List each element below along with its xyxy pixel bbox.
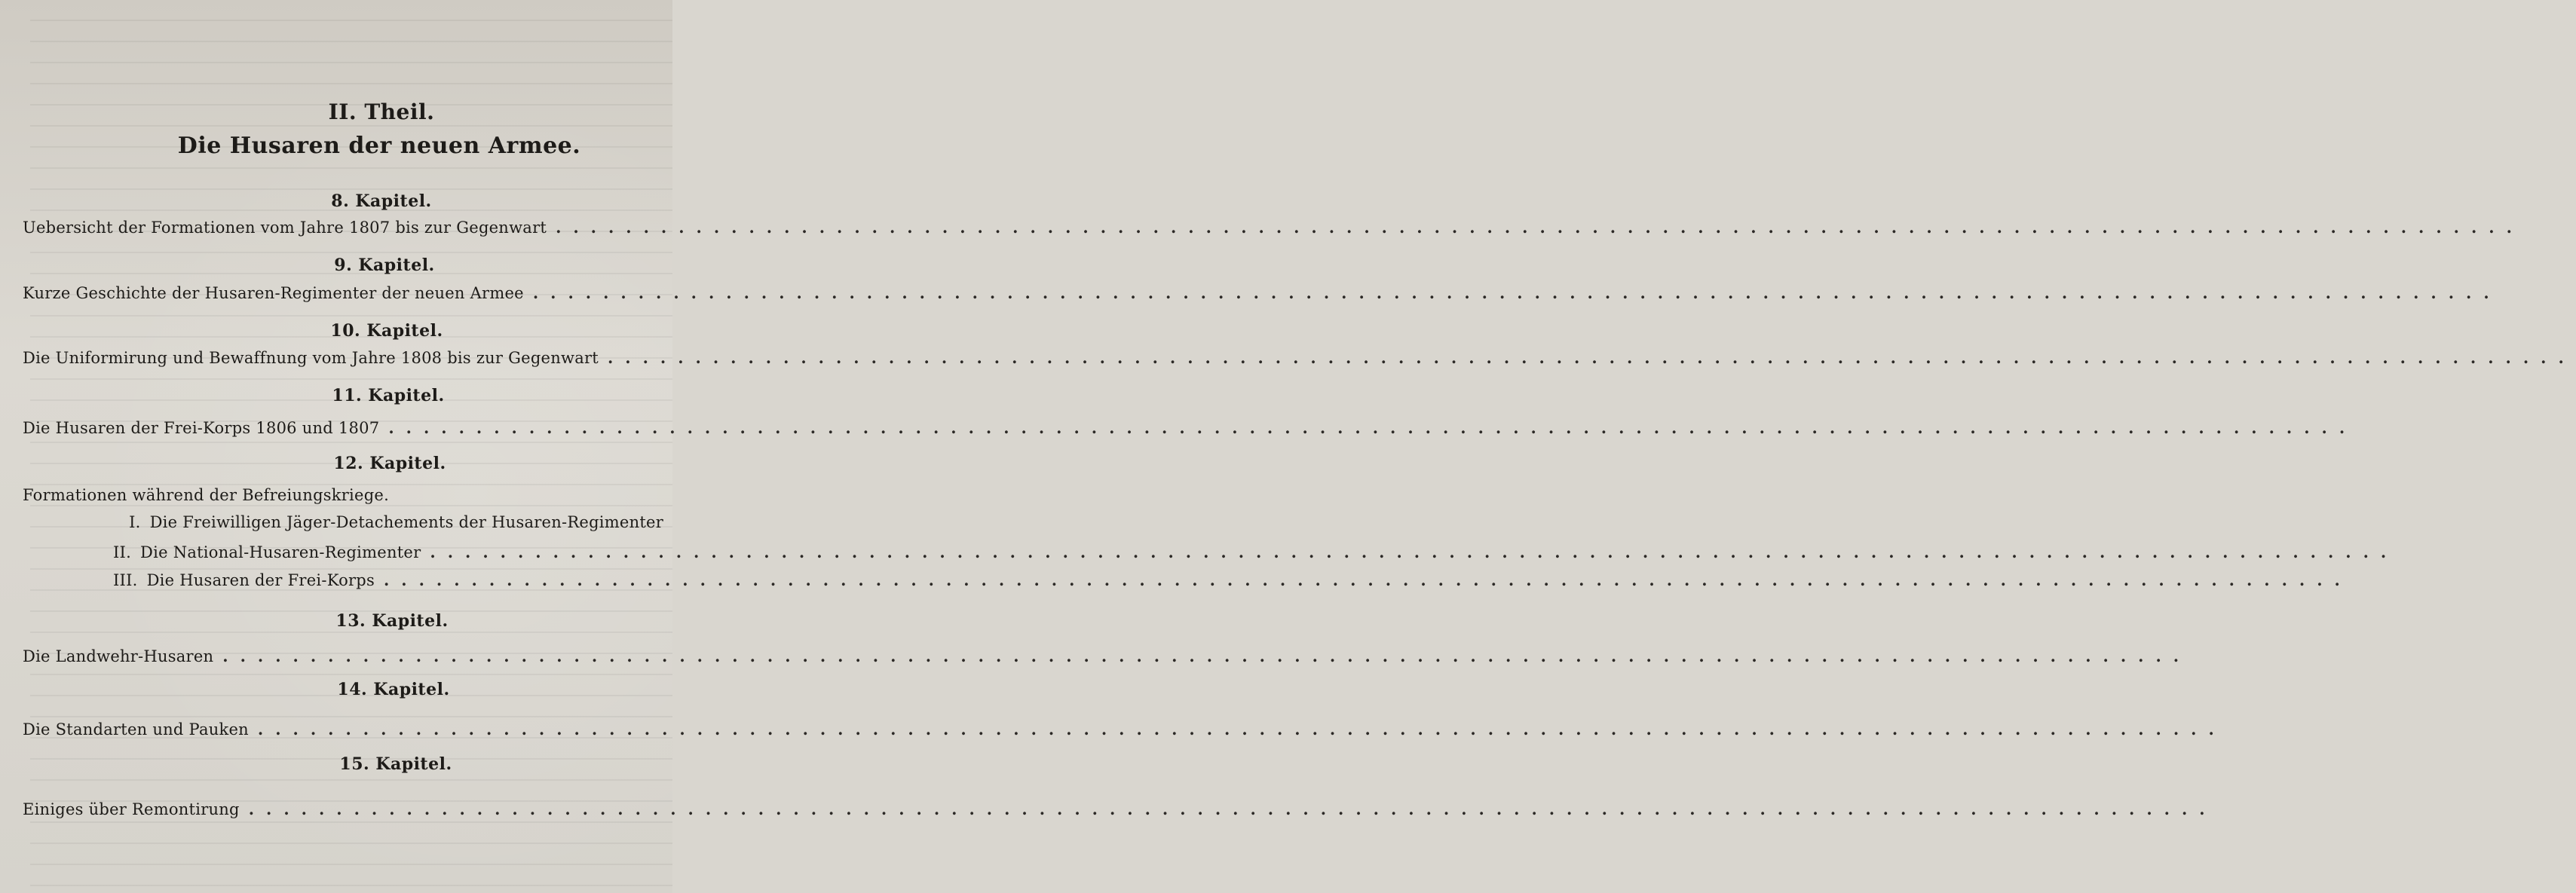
toc-entry-overview <box>23 218 2524 237</box>
toc-subentry-volunteer-jaeger <box>113 514 663 531</box>
toc-entry-remounts <box>23 800 2217 818</box>
entry-title: Die Standarten und Pauken <box>23 720 249 739</box>
toc-entry-history <box>23 283 2501 302</box>
entry-title: Uebersicht der Formationen vom Jahre 1807 bis zur Gegenwart <box>23 219 547 237</box>
dot-leader: ................................................................................................................ <box>556 218 2524 237</box>
dot-leader: ................................................................................................................ <box>257 720 2226 739</box>
entry-title: Die Husaren der Frei-Korps <box>146 571 375 589</box>
section-title: Die Husaren der neuen Armee. <box>177 133 581 159</box>
part-title: II. Theil. <box>328 99 435 124</box>
chapter-heading-9: 9. Kapitel. <box>334 255 435 275</box>
toc-entry-uniforms <box>23 348 2576 367</box>
entry-title: Formationen während der Befreiungskriege. <box>23 486 389 504</box>
chapter-heading-11: 11. Kapitel. <box>332 386 445 405</box>
roman-numeral: I. <box>129 513 141 531</box>
toc-subentry-national-husars <box>113 543 2399 561</box>
toc-entry-standards <box>23 720 2226 739</box>
chapter-heading-15: 15. Kapitel. <box>339 754 452 774</box>
chapter-heading-12: 12. Kapitel. <box>333 454 446 473</box>
dot-leader: ................................................................................................................ <box>222 647 2192 665</box>
entry-title: Die Uniformirung und Bewaffnung vom Jahre 1808 bis zur Gegenwart <box>23 349 599 367</box>
toc-entry-formations <box>23 487 663 504</box>
roman-numeral: II. <box>113 543 132 561</box>
dot-leader: ................................................................................................................ <box>388 418 2357 437</box>
toc-entry-free-corps-1806 <box>23 418 2357 437</box>
toc-entry-landwehr <box>23 647 2192 665</box>
entry-title: Einiges über Remontirung <box>23 800 240 818</box>
entry-title: Die Freiwilligen Jäger-Detachements der Husaren-Regimenter <box>149 513 663 531</box>
roman-numeral: III. <box>113 571 138 589</box>
entry-title: Kurze Geschichte der Husaren-Regimenter der neuen Armee <box>23 284 524 302</box>
dot-leader: ................................................................................................................ <box>248 800 2217 818</box>
entry-title: Die Husaren der Frei-Korps 1806 und 1807 <box>23 419 380 437</box>
dot-leader: ................................................................................................................ <box>430 543 2399 561</box>
entry-title: Die Landwehr-Husaren <box>23 647 214 665</box>
chapter-heading-14: 14. Kapitel. <box>337 680 450 699</box>
chapter-heading-10: 10. Kapitel. <box>330 321 443 341</box>
dot-leader: ................................................................................................................ <box>383 570 2352 589</box>
chapter-heading-13: 13. Kapitel. <box>335 611 449 631</box>
toc-subentry-free-corps <box>113 570 2352 589</box>
entry-title: Die National-Husaren-Regimenter <box>140 543 421 561</box>
chapter-heading-8: 8. Kapitel. <box>331 191 432 211</box>
dot-leader: ................................................................................................................ <box>607 348 2576 367</box>
dot-leader: ................................................................................................................ <box>532 283 2501 302</box>
